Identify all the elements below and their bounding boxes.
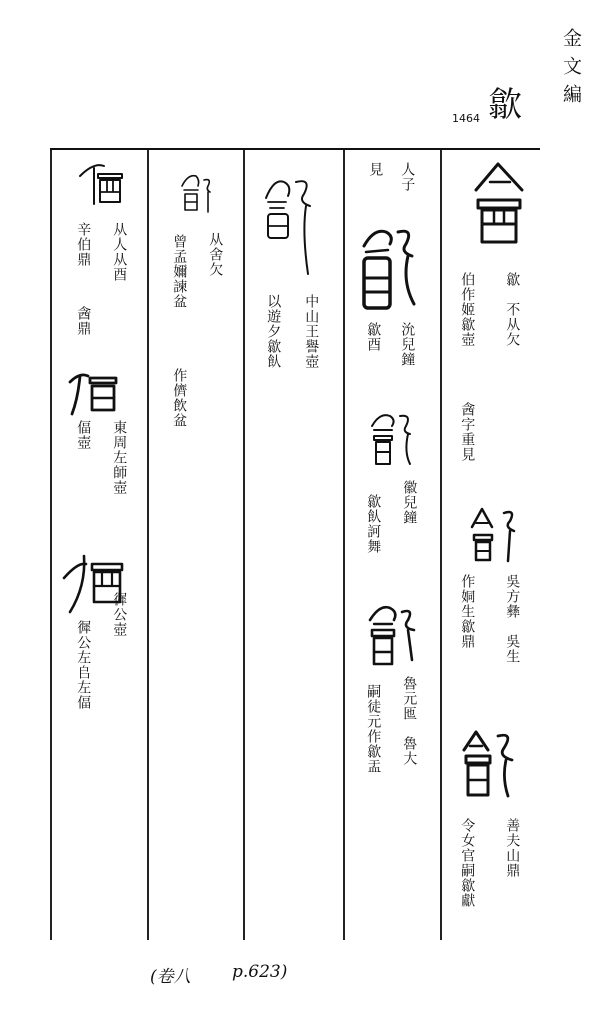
bronze-glyph-2	[470, 505, 530, 574]
caption: 徲公左𠂤左偪	[75, 620, 92, 710]
caption: 酓字重見	[459, 402, 476, 462]
caption: 嗣徒元作歙盂	[365, 684, 382, 774]
caption: 从人从酉	[111, 222, 128, 282]
caption: 令女官嗣歙獻	[459, 818, 476, 908]
caption: 吳方彝 吳生	[504, 574, 521, 664]
caption: 東周左師壺	[111, 420, 128, 495]
bronze-glyph-8	[180, 172, 220, 226]
caption: 徽兒鐘	[401, 480, 418, 525]
caption: 魯元匜 魯大	[401, 676, 418, 766]
caption: 辛伯鼎	[75, 222, 92, 267]
caption: 善夫山鼎	[504, 818, 521, 878]
column-divider	[50, 150, 52, 940]
bronze-glyph-3	[462, 728, 522, 810]
caption: 徲公壺	[111, 592, 128, 637]
caption: 作姛生歙鼎	[459, 574, 476, 649]
caption: 歙 不从欠	[504, 272, 521, 347]
caption: 伯作姬歙壺	[459, 272, 476, 347]
book-title: 金文編	[560, 28, 582, 112]
bronze-glyph-6	[368, 600, 424, 676]
entry-head-character: 歙	[488, 85, 522, 125]
bronze-glyph-10	[66, 368, 126, 422]
caption: 歙飤訶舞	[365, 494, 382, 554]
caption: 人子	[399, 162, 416, 192]
caption: 中山王譽壺	[303, 294, 320, 369]
entry-number: 1464	[452, 112, 480, 125]
caption: 酓鼎	[75, 306, 92, 336]
bronze-glyph-4	[360, 222, 420, 326]
footer-page: p.623)	[232, 962, 288, 982]
bronze-glyph-9	[76, 160, 136, 214]
bronze-glyph-1	[470, 160, 530, 254]
bronze-glyph-7	[262, 172, 322, 286]
bronze-glyph-5	[370, 408, 420, 482]
caption: 曾孟嬭諫盆	[171, 234, 188, 309]
column-divider	[343, 150, 345, 940]
caption: 偪壺	[75, 420, 92, 450]
caption: 作儕飲盆	[171, 368, 188, 428]
caption: 歙酉	[365, 322, 382, 352]
column-divider	[243, 150, 245, 940]
caption: 以遊夕歙飤	[265, 294, 282, 369]
column-divider	[147, 150, 149, 940]
top-rule	[50, 148, 540, 150]
column-divider	[440, 150, 442, 940]
footer-volume: (卷八	[150, 967, 191, 987]
caption: 見	[367, 162, 384, 177]
caption: 沇兒鐘	[399, 322, 416, 367]
caption: 从舍欠	[207, 232, 224, 277]
